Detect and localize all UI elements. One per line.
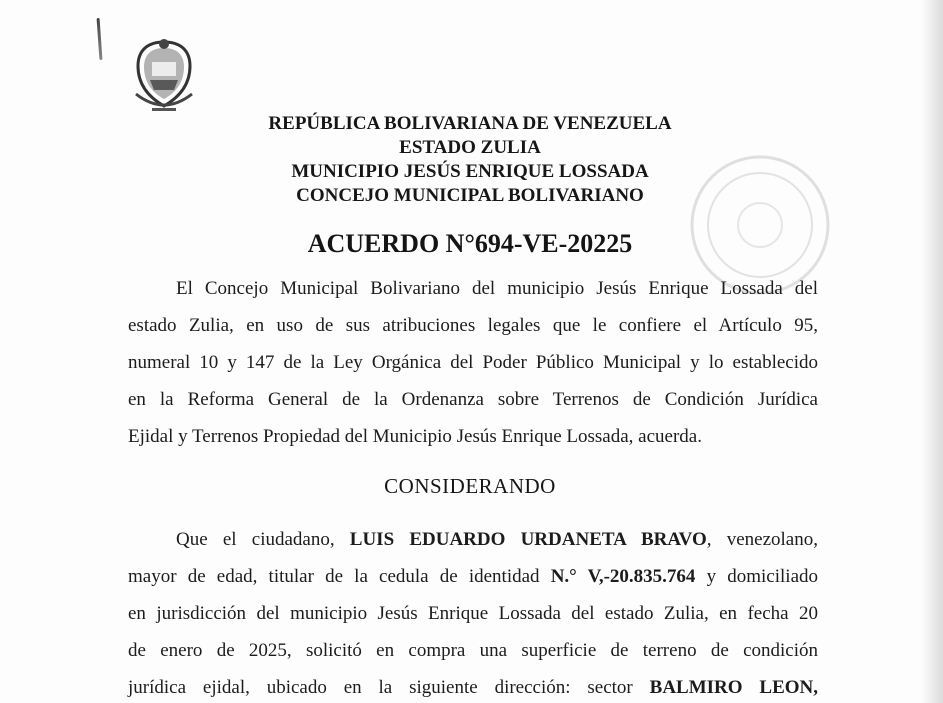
letterhead — [120, 112, 820, 208]
section-heading: CONSIDERANDO — [384, 474, 556, 498]
paragraph-line — [128, 521, 818, 558]
header-council: CONCEJO MUNICIPAL BOLIVARIANO — [296, 185, 644, 206]
paragraph-line — [128, 669, 818, 703]
text-run: , venezolano, — [706, 529, 818, 550]
paragraph-line: en jurisdicción del municipio Jesús Enrique Lossada del estado Zulia, en fecha 20 — [128, 603, 818, 624]
text-run: jurídica ejidal, ubicado en la siguiente dirección: sector — [128, 677, 650, 698]
municipal-seal-icon — [130, 36, 198, 114]
intro-paragraph — [128, 270, 818, 455]
text-run: Que el ciudadano, — [176, 529, 350, 550]
document-title: ACUERDO N°694-VE-20225 — [307, 229, 633, 258]
paragraph-line — [128, 558, 818, 595]
id-number: N.° V,-20.835.764 — [550, 566, 696, 587]
page-edge-shadow — [921, 0, 943, 703]
text-run: mayor de edad, titular de la cedula de identidad — [128, 566, 551, 587]
text-run: y domiciliado — [695, 566, 819, 587]
paragraph-line: estado Zulia, en uso de sus atribuciones legales que le confiere el Artículo 95, — [128, 315, 818, 336]
scan-edge-mark — [97, 18, 103, 60]
paragraph-line: en la Reforma General de la Ordenanza sobre Terrenos de Condición Jurídica — [128, 389, 818, 410]
citizen-name: LUIS EDUARDO URDANETA BRAVO — [349, 529, 707, 550]
paragraph-line: El Concejo Municipal Bolivariano del municipio Jesús Enrique Lossada del — [176, 278, 818, 299]
paragraph-line: numeral 10 y 147 de la Ley Orgánica del Poder Público Municipal y lo establecido — [128, 352, 818, 373]
header-municipality: MUNICIPIO JESÚS ENRIQUE LOSSADA — [291, 161, 649, 182]
paragraph-line: de enero de 2025, solicitó en compra una superficie de terreno de condición — [128, 640, 818, 661]
considerando-paragraph — [128, 521, 818, 703]
sector-name: BALMIRO LEON, — [649, 677, 818, 698]
paragraph-line: Ejidal y Terrenos Propiedad del Municipio Jesús Enrique Lossada, acuerda. — [128, 426, 702, 447]
header-state: ESTADO ZULIA — [399, 137, 541, 158]
header-republic: REPÚBLICA BOLIVARIANA DE VENEZUELA — [268, 113, 672, 134]
